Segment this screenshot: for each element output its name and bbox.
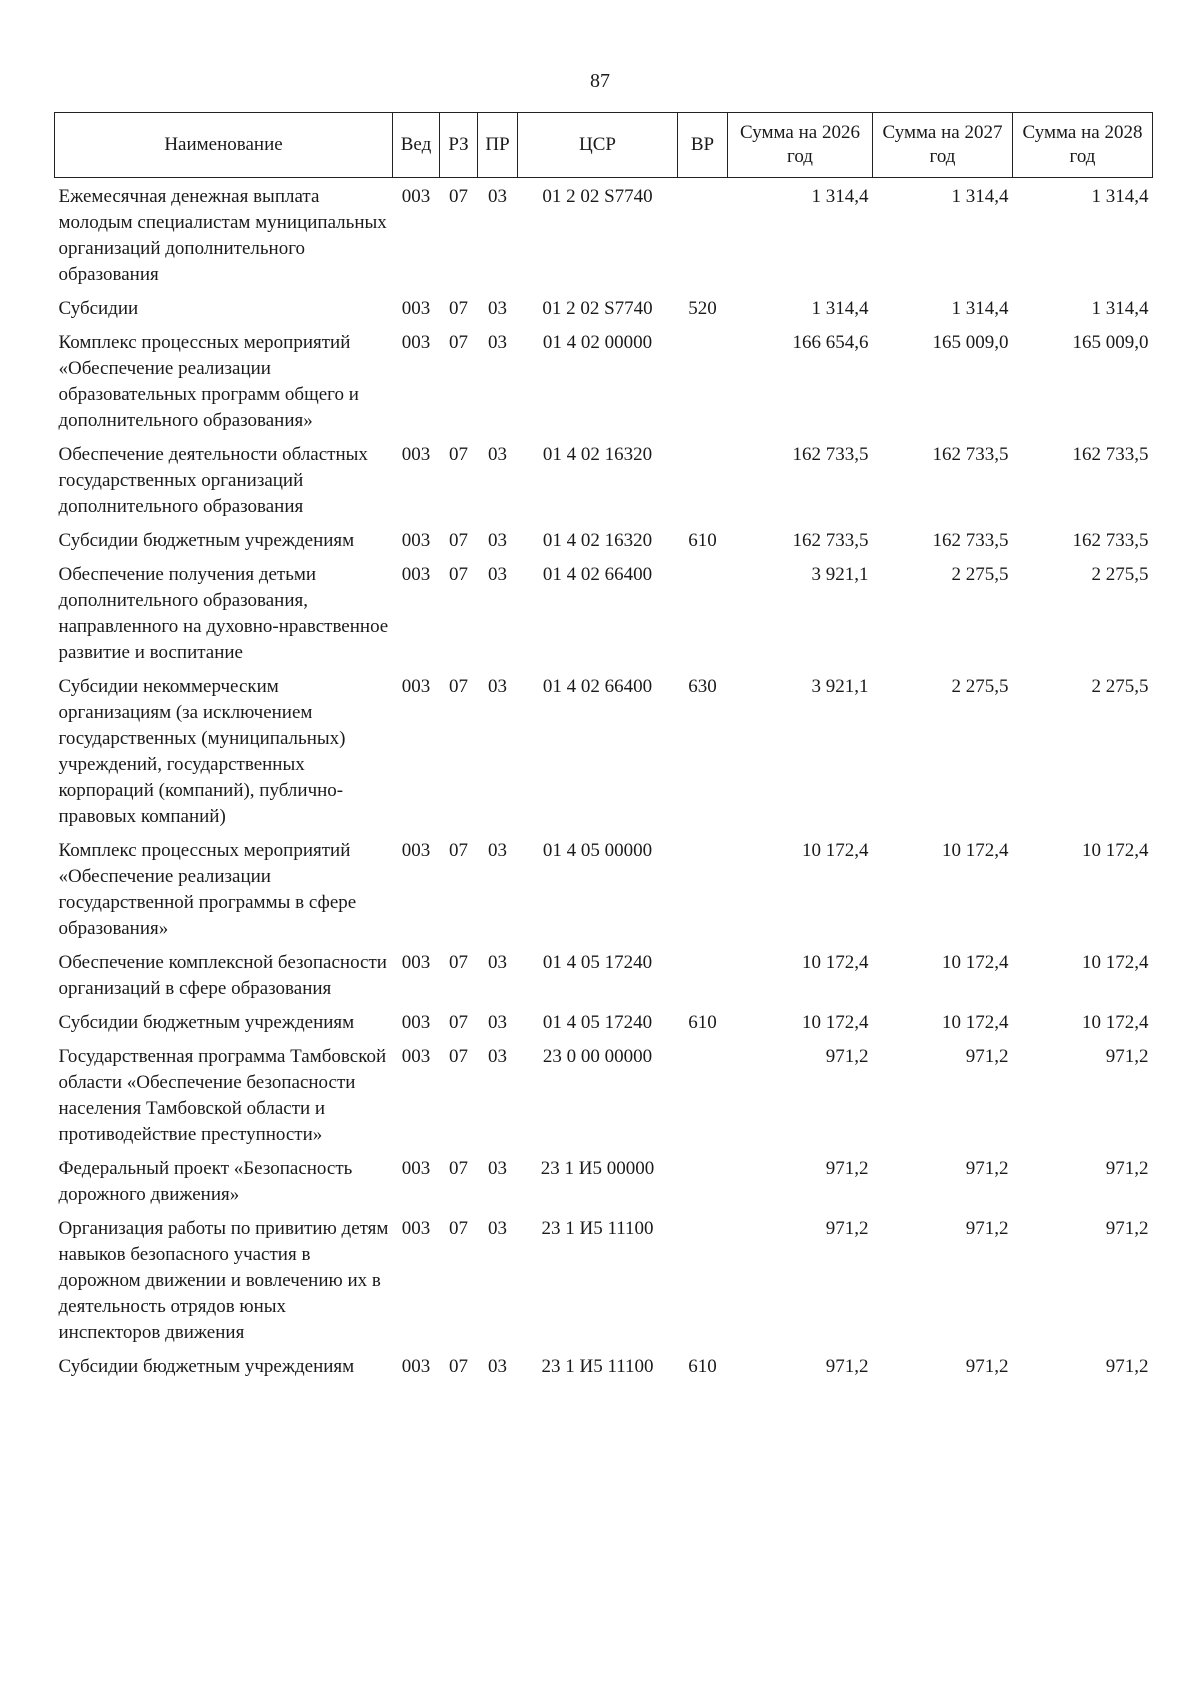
cell-sum-2027: 971,2 bbox=[965, 1046, 1009, 1067]
cell-pr: 03 bbox=[488, 1046, 507, 1067]
table-row bbox=[55, 556, 1153, 668]
cell-sum-2027: 10 172,4 bbox=[942, 952, 1009, 973]
cell-csr: 01 4 05 17240 bbox=[542, 952, 653, 973]
cell-vr bbox=[678, 556, 728, 668]
cell-sum-2027: 971,2 bbox=[965, 1356, 1009, 1377]
cell-csr: 01 4 02 16320 bbox=[542, 530, 653, 551]
cell-csr: 01 4 05 00000 bbox=[542, 840, 653, 861]
cell-name: Субсидии бюджетным учреждениям bbox=[58, 1012, 355, 1033]
cell-pr: 03 bbox=[488, 1218, 507, 1239]
cell-name: Субсидии некоммерческим организациям (за исключением государственных (муниципальных) учреждений, государственных корпораций (компаний), публично-правовых компаний) bbox=[58, 676, 346, 827]
cell-name: Обеспечение получения детьми дополнительного образования, направленного на духовно-нравственное развитие и воспитание bbox=[58, 564, 389, 663]
table-row bbox=[55, 1210, 1153, 1348]
page-number: 87 bbox=[590, 70, 610, 92]
table-row bbox=[55, 944, 1153, 1004]
cell-rz: 07 bbox=[449, 1158, 468, 1179]
cell-ved: 003 bbox=[401, 840, 431, 861]
cell-csr: 01 4 02 16320 bbox=[542, 444, 653, 465]
cell-vr: 610 bbox=[688, 1356, 717, 1377]
table-row bbox=[55, 436, 1153, 522]
cell-sum-2026: 971,2 bbox=[825, 1218, 869, 1239]
cell-ved: 003 bbox=[401, 1046, 431, 1067]
table-header-row bbox=[55, 113, 1153, 178]
cell-rz: 07 bbox=[449, 186, 468, 207]
cell-sum-2028: 162 733,5 bbox=[1072, 530, 1149, 551]
header-csr: ЦСР bbox=[518, 113, 678, 178]
cell-sum-2027: 971,2 bbox=[965, 1218, 1009, 1239]
cell-sum-2026: 1 314,4 bbox=[811, 186, 869, 207]
header-sum-2028: Сумма на 2028 год bbox=[1013, 113, 1153, 178]
cell-sum-2027: 971,2 bbox=[965, 1158, 1009, 1179]
budget-table bbox=[54, 112, 1153, 1382]
cell-sum-2026: 10 172,4 bbox=[802, 1012, 869, 1033]
cell-name: Субсидии bbox=[58, 298, 139, 319]
cell-sum-2028: 971,2 bbox=[1105, 1218, 1149, 1239]
cell-sum-2028: 1 314,4 bbox=[1091, 186, 1149, 207]
cell-vr bbox=[678, 944, 728, 1004]
cell-csr: 01 4 02 66400 bbox=[542, 564, 653, 585]
cell-pr: 03 bbox=[488, 530, 507, 551]
cell-pr: 03 bbox=[488, 1158, 507, 1179]
cell-sum-2026: 166 654,6 bbox=[792, 332, 869, 353]
cell-sum-2026: 162 733,5 bbox=[792, 530, 869, 551]
table-row bbox=[55, 1348, 1153, 1382]
cell-rz: 07 bbox=[449, 564, 468, 585]
table-row bbox=[55, 522, 1153, 556]
cell-pr: 03 bbox=[488, 1356, 507, 1377]
cell-pr: 03 bbox=[488, 840, 507, 861]
cell-ved: 003 bbox=[401, 444, 431, 465]
cell-sum-2028: 2 275,5 bbox=[1091, 676, 1149, 697]
cell-pr: 03 bbox=[488, 676, 507, 697]
cell-name: Обеспечение деятельности областных государственных организаций дополнительного образования bbox=[58, 444, 368, 517]
cell-sum-2026: 971,2 bbox=[825, 1158, 869, 1179]
cell-sum-2027: 2 275,5 bbox=[951, 564, 1009, 585]
cell-ved: 003 bbox=[401, 1158, 431, 1179]
cell-name: Субсидии бюджетным учреждениям bbox=[58, 1356, 355, 1377]
cell-rz: 07 bbox=[449, 1218, 468, 1239]
header-sum-2026: Сумма на 2026 год bbox=[728, 113, 873, 178]
cell-sum-2027: 162 733,5 bbox=[932, 530, 1009, 551]
cell-vr: 520 bbox=[688, 298, 717, 319]
cell-vr: 610 bbox=[688, 530, 717, 551]
table-row bbox=[55, 290, 1153, 324]
cell-sum-2026: 1 314,4 bbox=[811, 298, 869, 319]
cell-pr: 03 bbox=[488, 298, 507, 319]
cell-csr: 23 1 И5 11100 bbox=[541, 1218, 654, 1239]
cell-csr: 01 2 02 S7740 bbox=[542, 298, 653, 319]
table-row bbox=[55, 324, 1153, 436]
cell-ved: 003 bbox=[401, 1356, 431, 1377]
table-row bbox=[55, 832, 1153, 944]
cell-sum-2028: 10 172,4 bbox=[1082, 952, 1149, 973]
cell-csr: 23 1 И5 00000 bbox=[540, 1158, 655, 1179]
cell-sum-2027: 1 314,4 bbox=[951, 298, 1009, 319]
cell-rz: 07 bbox=[449, 840, 468, 861]
cell-name: Комплекс процессных мероприятий «Обеспечение реализации образовательных программ общего и дополнительного образования» bbox=[58, 332, 359, 431]
table-body bbox=[55, 178, 1153, 1383]
table-row bbox=[55, 1004, 1153, 1038]
cell-vr bbox=[678, 436, 728, 522]
cell-vr bbox=[678, 832, 728, 944]
cell-ved: 003 bbox=[401, 1218, 431, 1239]
cell-ved: 003 bbox=[401, 1012, 431, 1033]
cell-sum-2028: 10 172,4 bbox=[1082, 1012, 1149, 1033]
table-row bbox=[55, 668, 1153, 832]
cell-sum-2026: 10 172,4 bbox=[802, 840, 869, 861]
cell-sum-2026: 3 921,1 bbox=[811, 676, 869, 697]
cell-csr: 01 4 05 17240 bbox=[542, 1012, 653, 1033]
cell-vr bbox=[678, 1210, 728, 1348]
cell-name: Ежемесячная денежная выплата молодым специалистам муниципальных организаций дополнительного образования bbox=[58, 186, 387, 285]
cell-name: Комплекс процессных мероприятий «Обеспечение реализации государственной программы в сфере образования» bbox=[58, 840, 357, 939]
cell-rz: 07 bbox=[449, 676, 468, 697]
cell-name: Обеспечение комплексной безопасности организаций в сфере образования bbox=[58, 952, 387, 999]
cell-ved: 003 bbox=[401, 952, 431, 973]
cell-sum-2028: 165 009,0 bbox=[1072, 332, 1149, 353]
cell-vr bbox=[678, 1038, 728, 1150]
cell-name: Федеральный проект «Безопасность дорожного движения» bbox=[58, 1158, 353, 1205]
cell-vr bbox=[678, 1150, 728, 1210]
cell-sum-2026: 971,2 bbox=[825, 1046, 869, 1067]
cell-vr bbox=[678, 178, 728, 291]
header-ved: Вед bbox=[393, 113, 440, 178]
cell-sum-2027: 1 314,4 bbox=[951, 186, 1009, 207]
cell-name: Субсидии бюджетным учреждениям bbox=[58, 530, 355, 551]
cell-ved: 003 bbox=[401, 186, 431, 207]
cell-name: Организация работы по привитию детям навыков безопасного участия в дорожном движении и вовлечению их в деятельность отрядов юных инспекторов движения bbox=[58, 1218, 389, 1343]
cell-pr: 03 bbox=[488, 186, 507, 207]
cell-sum-2026: 162 733,5 bbox=[792, 444, 869, 465]
cell-sum-2026: 10 172,4 bbox=[802, 952, 869, 973]
table-row bbox=[55, 1038, 1153, 1150]
cell-sum-2028: 2 275,5 bbox=[1091, 564, 1149, 585]
cell-pr: 03 bbox=[488, 1012, 507, 1033]
cell-rz: 07 bbox=[449, 1046, 468, 1067]
cell-vr bbox=[678, 324, 728, 436]
cell-pr: 03 bbox=[488, 952, 507, 973]
header-rz: РЗ bbox=[440, 113, 478, 178]
cell-sum-2028: 1 314,4 bbox=[1091, 298, 1149, 319]
cell-ved: 003 bbox=[401, 298, 431, 319]
cell-pr: 03 bbox=[488, 332, 507, 353]
cell-ved: 003 bbox=[401, 676, 431, 697]
cell-vr: 630 bbox=[688, 676, 717, 697]
cell-pr: 03 bbox=[488, 444, 507, 465]
cell-sum-2027: 10 172,4 bbox=[942, 1012, 1009, 1033]
header-name: Наименование bbox=[55, 113, 393, 178]
cell-csr: 01 2 02 S7740 bbox=[542, 186, 653, 207]
cell-sum-2028: 10 172,4 bbox=[1082, 840, 1149, 861]
cell-rz: 07 bbox=[449, 1356, 468, 1377]
cell-csr: 23 0 00 00000 bbox=[542, 1046, 653, 1067]
cell-sum-2027: 2 275,5 bbox=[951, 676, 1009, 697]
cell-csr: 01 4 02 00000 bbox=[542, 332, 653, 353]
cell-rz: 07 bbox=[449, 952, 468, 973]
header-sum-2027: Сумма на 2027 год bbox=[873, 113, 1013, 178]
cell-sum-2028: 162 733,5 bbox=[1072, 444, 1149, 465]
cell-rz: 07 bbox=[449, 332, 468, 353]
table-row bbox=[55, 178, 1153, 291]
cell-sum-2027: 165 009,0 bbox=[932, 332, 1009, 353]
cell-sum-2028: 971,2 bbox=[1105, 1356, 1149, 1377]
cell-name: Государственная программа Тамбовской области «Обеспечение безопасности населения Тамбовской области и противодействие преступности» bbox=[58, 1046, 387, 1145]
cell-rz: 07 bbox=[449, 444, 468, 465]
cell-sum-2028: 971,2 bbox=[1105, 1158, 1149, 1179]
cell-rz: 07 bbox=[449, 530, 468, 551]
cell-csr: 01 4 02 66400 bbox=[542, 676, 653, 697]
cell-sum-2026: 971,2 bbox=[825, 1356, 869, 1377]
cell-sum-2026: 3 921,1 bbox=[811, 564, 869, 585]
cell-rz: 07 bbox=[449, 298, 468, 319]
cell-ved: 003 bbox=[401, 332, 431, 353]
cell-csr: 23 1 И5 11100 bbox=[541, 1356, 654, 1377]
cell-ved: 003 bbox=[401, 530, 431, 551]
cell-rz: 07 bbox=[449, 1012, 468, 1033]
cell-pr: 03 bbox=[488, 564, 507, 585]
cell-sum-2028: 971,2 bbox=[1105, 1046, 1149, 1067]
header-vr: ВР bbox=[678, 113, 728, 178]
table-row bbox=[55, 1150, 1153, 1210]
header-pr: ПР bbox=[478, 113, 518, 178]
cell-ved: 003 bbox=[401, 564, 431, 585]
cell-sum-2027: 10 172,4 bbox=[942, 840, 1009, 861]
cell-vr: 610 bbox=[688, 1012, 717, 1033]
cell-sum-2027: 162 733,5 bbox=[932, 444, 1009, 465]
